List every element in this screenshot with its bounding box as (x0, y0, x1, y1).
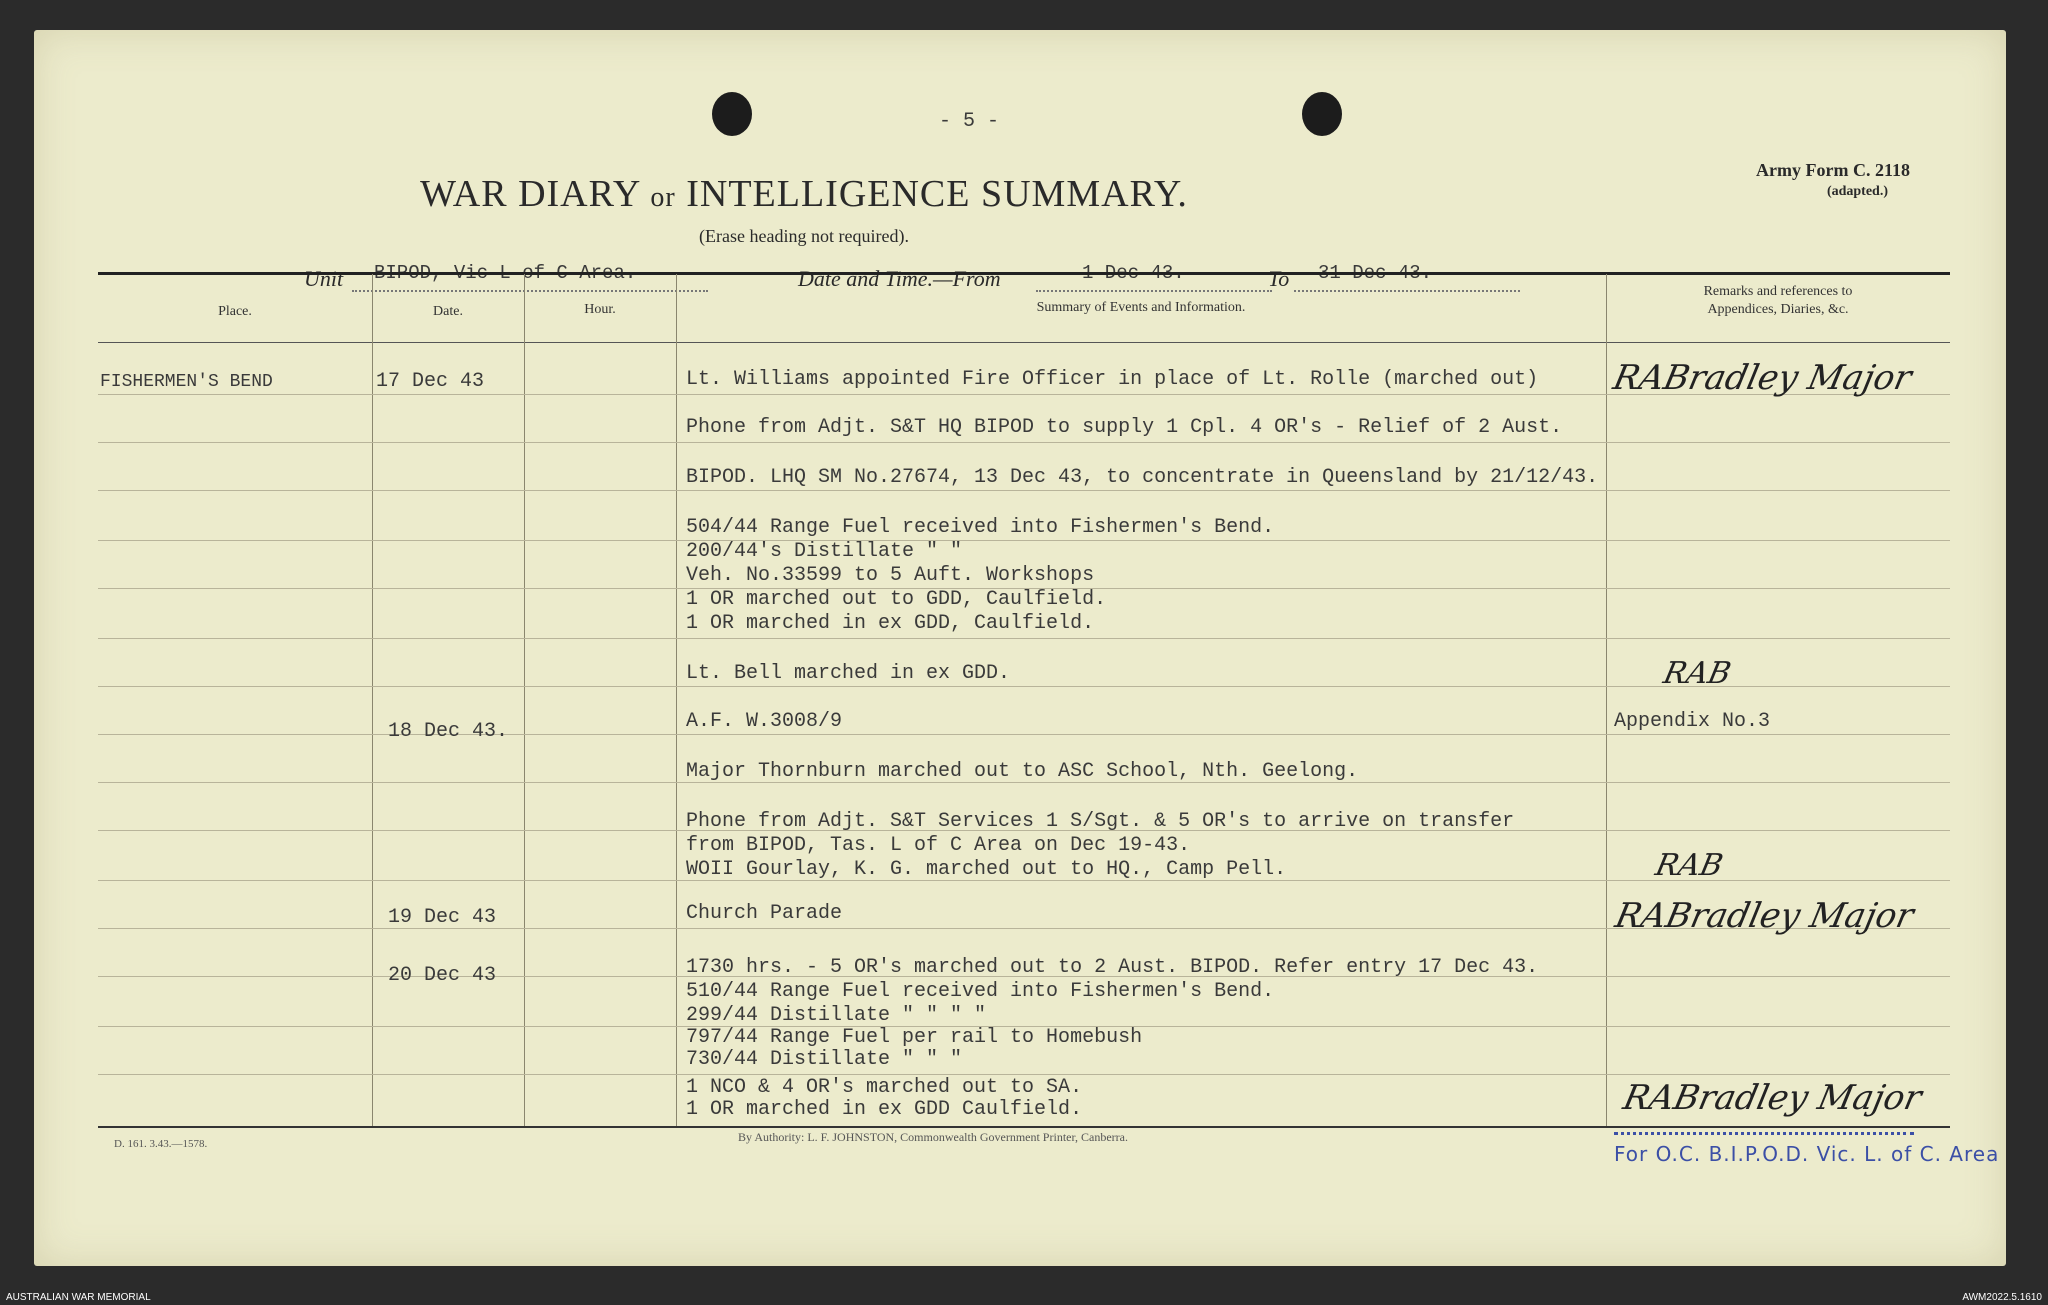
from-value: 1 Dec 43. (1082, 262, 1185, 284)
entry-line: 1 OR marched in ex GDD Caulfield. (686, 1098, 1083, 1121)
table-bottom-rule (98, 1126, 1950, 1128)
punch-hole-right (1302, 92, 1342, 136)
appendix-reference: Appendix No.3 (1614, 710, 1771, 733)
date-cell: 17 Dec 43 (376, 370, 485, 393)
signature: RABradley Major (1611, 896, 1918, 936)
entry-line: WOII Gourlay, K. G. marched out to HQ., Camp Pell. (686, 858, 1287, 881)
page-subtitle: (Erase heading not required). (699, 226, 909, 246)
unit-label: Unit (304, 266, 344, 291)
entry-line: Lt. Williams appointed Fire Officer in place of Lt. Rolle (marched out) (686, 368, 1539, 391)
col-divider-4 (1606, 274, 1607, 1126)
row-rule (98, 490, 1950, 491)
printer-imprint: By Authority: L. F. JOHNSTON, Commonwealth Government Printer, Canberra. (738, 1130, 1128, 1144)
diary-page (34, 30, 2006, 1266)
col-divider-1 (372, 274, 373, 1126)
row-rule (98, 442, 1950, 443)
col-divider-2 (524, 274, 525, 1126)
entry-line: 510/44 Range Fuel received into Fishermen's Bend. (686, 980, 1275, 1003)
entry-line: 1730 hrs. - 5 OR's marched out to 2 Aust. BIPOD. Refer entry 17 Dec 43. (686, 956, 1539, 979)
col-divider-3 (676, 274, 677, 1126)
entry-line: 797/44 Range Fuel per rail to Homebush (686, 1026, 1143, 1049)
date-time-label: Date and Time.—From (798, 266, 1001, 291)
page-title (34, 172, 1574, 216)
place-cell: FISHERMEN'S BEND (100, 372, 273, 392)
entry-line: Veh. No.33599 to 5 Auft. Workshops (686, 564, 1095, 587)
form-id: Army Form C. 2118 (1756, 160, 1910, 180)
page-number: - 5 - (939, 110, 1000, 133)
row-rule (98, 540, 1950, 541)
col-header-remarks-1: Remarks and references to (1703, 284, 1853, 299)
entry-line: A.F. W.3008/9 (686, 710, 843, 733)
entry-line: Major Thornburn marched out to ASC School, Nth. Geelong. (686, 760, 1359, 783)
entry-line: Phone from Adjt. S&T Services 1 S/Sgt. & 5 OR's to arrive on transfer (686, 810, 1515, 833)
col-header-date: Date. (433, 304, 463, 319)
entry-line: Lt. Bell marched in ex GDD. (686, 662, 1011, 685)
to-label: To (1268, 266, 1290, 291)
entry-line: from BIPOD, Tas. L of C Area on Dec 19-43. (686, 834, 1191, 857)
date-cell: 20 Dec 43 (388, 964, 497, 987)
signature-initials: RAB (1652, 848, 1727, 883)
entry-line: BIPOD. LHQ SM No.27674, 13 Dec 43, to concentrate in Queensland by 21/12/43. (686, 466, 1599, 489)
unit-value: BIPOD, Vic L of C Area. (374, 262, 637, 284)
col-header-remarks-2: Appendices, Diaries, &c. (1707, 302, 1849, 317)
col-header-place: Place. (218, 304, 252, 319)
row-rule (98, 638, 1950, 639)
date-cell: 19 Dec 43 (388, 906, 497, 929)
entry-line: Phone from Adjt. S&T HQ BIPOD to supply 1 Cpl. 4 OR's - Relief of 2 Aust. (686, 416, 1563, 439)
col-header-summary: Summary of Events and Information. (1036, 300, 1246, 315)
archive-id: AWM2022.5.1610 (1962, 1292, 2042, 1303)
stamp: For O.C. B.I.P.O.D. Vic. L. of C. Area (1614, 1142, 2000, 1166)
signature: RABradley Major (1619, 1078, 1926, 1118)
title-part-2: INTELLIGENCE SUMMARY. (686, 173, 1188, 215)
entry-line: 1 OR marched out to GDD, Caulfield. (686, 588, 1107, 611)
table-top-rule (98, 272, 1950, 275)
entry-line: Church Parade (686, 902, 843, 925)
date-cell: 18 Dec 43. (388, 720, 509, 743)
to-value: 31 Dec 43. (1318, 262, 1433, 284)
signature-initials: RAB (1660, 656, 1735, 691)
entry-line: 299/44 Distillate " " " " (686, 1004, 987, 1027)
signature: RABradley Major (1609, 358, 1916, 398)
archive-caption: AUSTRALIAN WAR MEMORIAL (6, 1292, 151, 1303)
header-divider (98, 342, 1950, 343)
title-part-1: WAR DIARY (420, 173, 640, 215)
punch-hole-left (712, 92, 752, 136)
entry-line: 1 OR marched in ex GDD, Caulfield. (686, 612, 1095, 635)
col-header-hour: Hour. (584, 302, 616, 317)
form-adapted: (adapted.) (1826, 184, 1888, 199)
row-rule (98, 734, 1950, 735)
form-code: D. 161. 3.43.—1578. (114, 1138, 208, 1150)
entry-line: 200/44's Distillate " " (686, 540, 963, 563)
entry-line: 504/44 Range Fuel received into Fishermen's Bend. (686, 516, 1275, 539)
stamp-dots (1614, 1132, 1914, 1135)
row-rule (98, 1074, 1950, 1075)
entry-line: 730/44 Distillate " " " (686, 1048, 963, 1071)
entry-line: 1 NCO & 4 OR's marched out to SA. (686, 1076, 1083, 1099)
title-or: or (650, 182, 676, 213)
